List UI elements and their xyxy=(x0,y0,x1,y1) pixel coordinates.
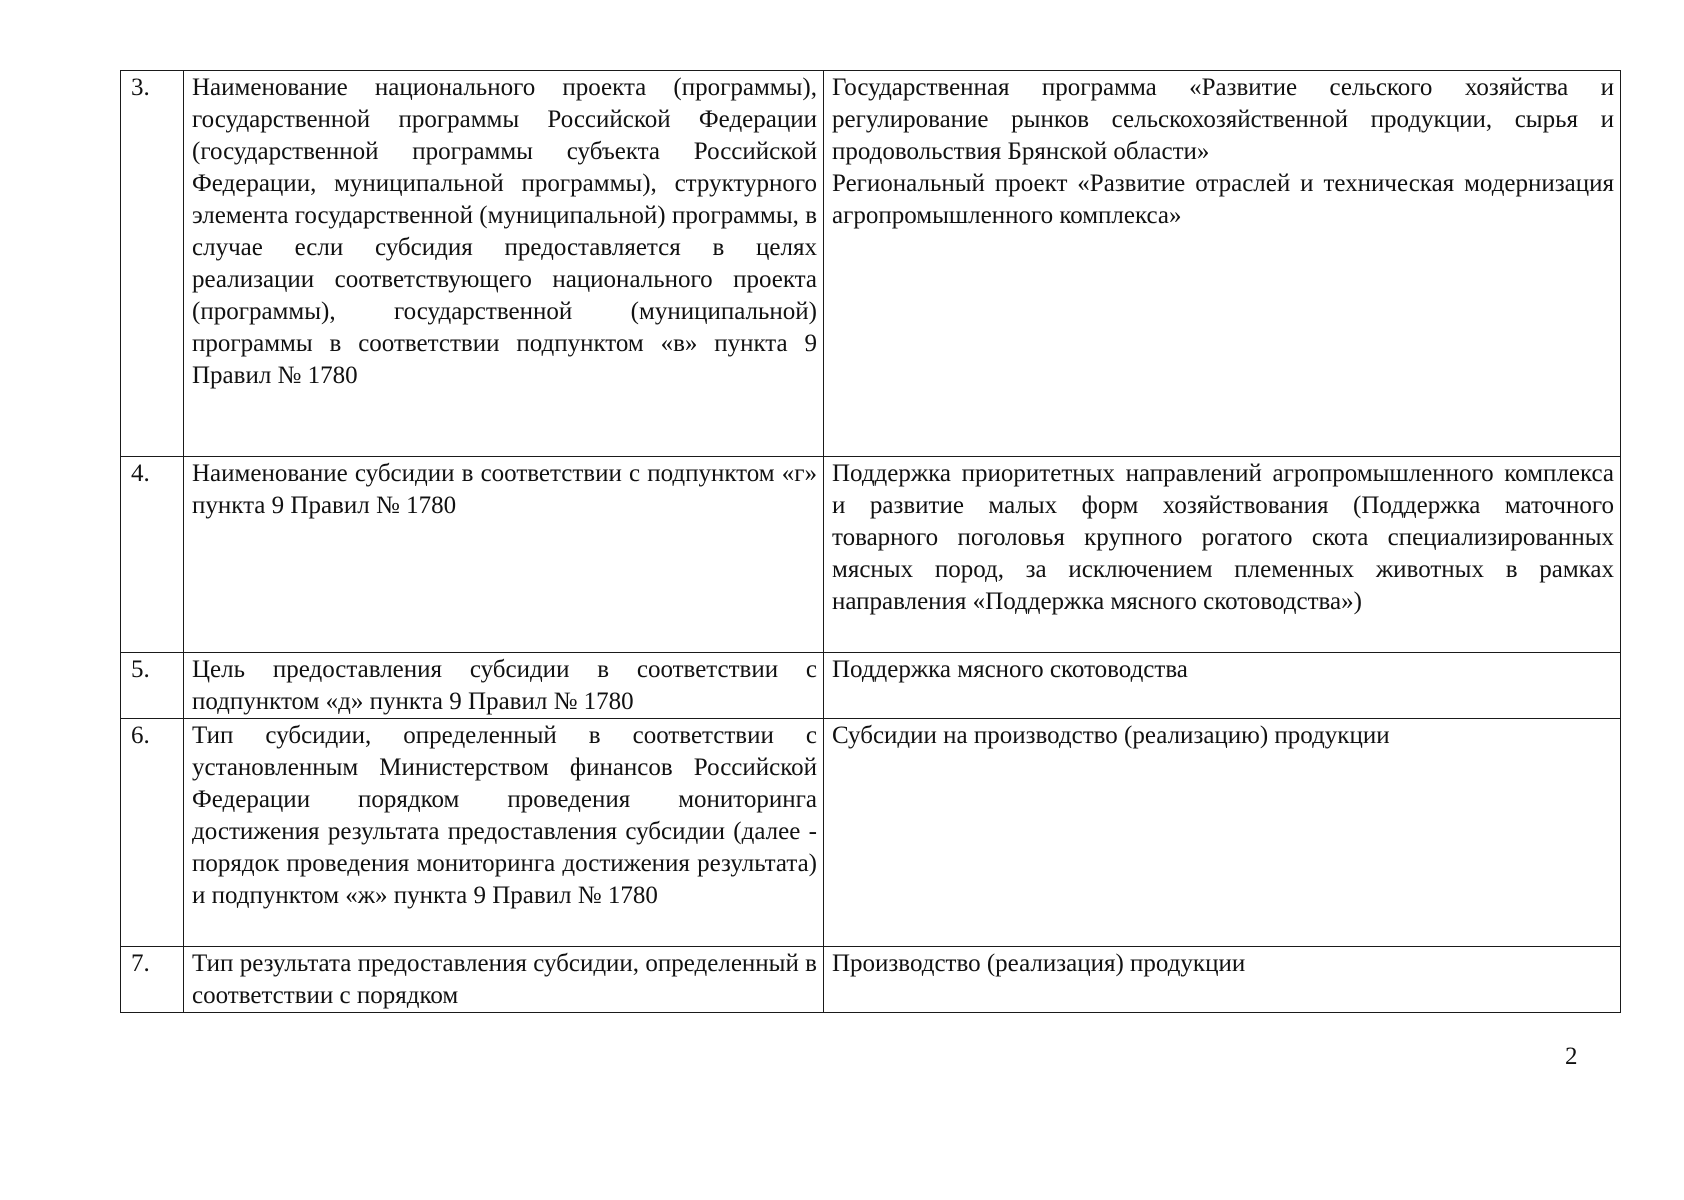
table-row xyxy=(121,653,1621,719)
row-value: Поддержка мясного скотоводства xyxy=(824,653,1621,719)
row-number: 7. xyxy=(121,947,184,1013)
row-number: 3. xyxy=(121,71,184,457)
row-value: Поддержка приоритетных направлений агропромышленного комплекса и развитие малых форм хозяйствования (Поддержка маточного товарного поголовья крупного рогатого скота специализированных мясных пород, за исключением племенных животных в рамках направления «Поддержка мясного скотоводства») xyxy=(824,457,1621,653)
row-name: Тип субсидии, определенный в соответствии с установленным Министерством финансов Российской Федерации порядком проведения мониторинга достижения результата предоставления субсидии (далее - порядок проведения мониторинга достижения результата) и подпунктом «ж» пункта 9 Правил № 1780 xyxy=(184,719,824,947)
table-row xyxy=(121,71,1621,457)
table-row xyxy=(121,719,1621,947)
table-row xyxy=(121,457,1621,653)
row-value: Производство (реализация) продукции xyxy=(824,947,1621,1013)
row-name: Цель предоставления субсидии в соответствии с подпунктом «д» пункта 9 Правил № 1780 xyxy=(184,653,824,719)
page-number: 2 xyxy=(1565,1043,1578,1070)
row-name: Наименование субсидии в соответствии с подпунктом «г» пункта 9 Правил № 1780 xyxy=(184,457,824,653)
row-number: 6. xyxy=(121,719,184,947)
row-value: Субсидии на производство (реализацию) продукции xyxy=(824,719,1621,947)
table-row xyxy=(121,947,1621,1013)
row-name: Наименование национального проекта (программы), государственной программы Российской Федерации (государственной программы субъекта Российской Федерации, муниципальной программы), структурного элемента государственной (муниципальной) программы, в случае если субсидия предоставляется в целях реализации соответствующего национального проекта (программы), государственной (муниципальной) программы в соответствии подпунктом «в» пункта 9 Правил № 1780 xyxy=(184,71,824,457)
row-number: 4. xyxy=(121,457,184,653)
row-name: Тип результата предоставления субсидии, определенный в соответствии с порядком xyxy=(184,947,824,1013)
requisites-table xyxy=(120,70,1621,1013)
row-number: 5. xyxy=(121,653,184,719)
row-value: Государственная программа «Развитие сельского хозяйства и регулирование рынков сельскохозяйственной продукции, сырья и продовольствия Брянской области» Региональный проект «Развитие отраслей и техническая модернизация агропромышленного комплекса» xyxy=(824,71,1621,457)
